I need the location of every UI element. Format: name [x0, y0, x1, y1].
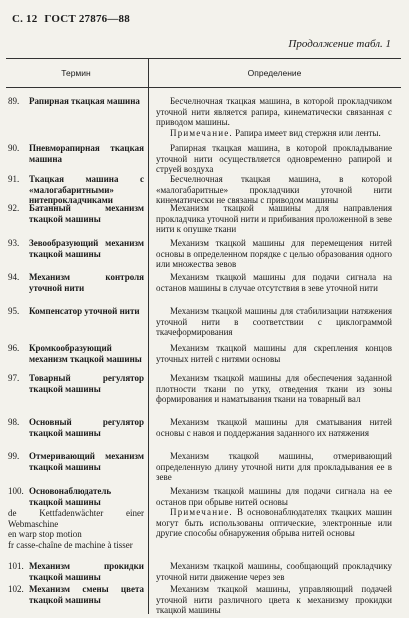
term-98 [8, 417, 144, 438]
term-90 [8, 143, 144, 164]
term-99 [8, 451, 144, 472]
note-text: Рапира имеет вид стержня или ленты. [235, 127, 381, 138]
definition-94 [156, 272, 392, 293]
definition-91 [156, 174, 392, 206]
note-text: В основонаблюдателях ткацких машин могут быть использованы оптические, электронные или другие способы обнаружения обрыва нитей основы [156, 507, 392, 538]
term-96 [8, 343, 144, 364]
definition-96 [156, 343, 392, 364]
column-header-definition: Определение [247, 68, 302, 78]
definition-text: Механизм ткацкой машины для стабилизации натяжения уточной нити в соответствии с циклограммой ткачеформирования [156, 306, 392, 337]
standard-code: ГОСТ 27876—88 [44, 13, 130, 25]
term-number: 92. [8, 203, 20, 213]
term-text: Кромкообразующий механизм ткацкой машины [29, 343, 142, 364]
term-number: 94. [8, 272, 20, 282]
table-header [6, 58, 401, 88]
page-number: С. 12 [12, 13, 38, 25]
term-text: Механизм контроля уточной нити [29, 272, 144, 293]
term-text: Отмеривающий механизм ткацкой машины [29, 451, 144, 472]
definition-text: Механизм ткацкой машины для обеспечения заданной плотности ткани по утку, отведения ткани из зоны формирования и наматывания ткани на товарный вал [156, 373, 392, 404]
term-number: 100. [8, 486, 24, 496]
foreign-terms [8, 508, 144, 550]
term-93 [8, 238, 144, 259]
term-number: 102. [8, 584, 24, 594]
definition-97 [156, 373, 392, 405]
term-number: 99. [8, 451, 20, 461]
foreign-term-de: de Kettfadenwächter einer Webmaschine [8, 508, 144, 529]
term-102 [8, 584, 144, 605]
foreign-term-en: en warp stop motion [8, 529, 82, 539]
term-101 [8, 561, 144, 582]
definition-text: Механизм ткацкой машины, управляющий подачей уточной нити различного цвета к механизму прокидки ткацкой машины [156, 584, 392, 615]
term-number: 96. [8, 343, 20, 353]
term-95 [8, 306, 144, 317]
definition-note [156, 507, 392, 539]
term-number: 89. [8, 96, 20, 106]
term-text: Механизм прокидки ткацкой машины [29, 561, 144, 582]
definition-text: Бесчелночная ткацкая машина, в которой прокладчиком уточной нити является рапира, кинематически связанная с приводом машины. [156, 96, 392, 127]
term-number: 93. [8, 238, 20, 248]
note-label: Примечание. [170, 127, 233, 138]
note-label: Примечание. [170, 507, 233, 517]
definition-text: Механизм ткацкой машины для сматывания нитей основы с навоя и поддержания заданного их натяжения [156, 417, 392, 438]
term-text: Рапирная ткацкая машина [29, 96, 140, 106]
column-divider [148, 58, 149, 614]
term-text: Пневморапирная ткацкая машина [29, 143, 144, 164]
definition-text: Механизм ткацкой машины для направления прокладчика уточной нити и прибивания проложенной в зеве нити к опушке ткани [156, 203, 392, 234]
definition-text: Бесчелночная ткацкая машина, в которой «малогабаритные» прокладчики уточной нити кинематически не связаны с приводом машины [156, 174, 392, 205]
definition-99 [156, 451, 392, 483]
page-header [12, 13, 130, 25]
definition-90 [156, 143, 392, 175]
term-text: Механизм смены цвета ткацкой машины [29, 584, 144, 605]
term-text: Основонаблюдатель ткацкой машины [29, 486, 112, 507]
column-header-term: Термин [61, 68, 91, 78]
term-number: 98. [8, 417, 20, 427]
definition-text: Рапирная ткацкая машина, в которой прокладывание уточной нити осуществляется одновременно рапирой и струей воздуха [156, 143, 392, 174]
definition-100 [156, 486, 392, 539]
term-text: Компенсатор уточной нити [29, 306, 140, 316]
term-text: Батанный механизм ткацкой машины [29, 203, 144, 224]
term-text: Товарный регулятор ткацкой машины [29, 373, 144, 394]
foreign-term-fr: fr casse-chaîne de machine à tisser [8, 539, 133, 550]
term-89 [8, 96, 144, 107]
term-92 [8, 203, 144, 224]
definition-102 [156, 584, 392, 616]
definition-text: Механизм ткацкой машины для подачи сигнала на ее останов при обрыве нитей основы [156, 486, 392, 507]
definition-text: Механизм ткацкой машины для подачи сигнала на останов машины в случае отсутствия в зеве уточной нити [156, 272, 392, 293]
definition-95 [156, 306, 392, 338]
term-97 [8, 373, 144, 394]
definition-101 [156, 561, 392, 582]
term-number: 101. [8, 561, 24, 571]
definition-89 [156, 96, 392, 138]
definition-note [156, 128, 392, 139]
term-text: Основный регулятор ткацкой машины [29, 417, 144, 438]
term-94 [8, 272, 144, 293]
term-100 [8, 486, 144, 507]
term-number: 91. [8, 174, 20, 184]
term-text: Ткацкая машина с «малогабаритными» нитепрокладчиками [29, 174, 144, 205]
definition-text: Механизм ткацкой машины, сообщающий прокладчику уточной нити движение через зев [156, 561, 392, 582]
term-number: 95. [8, 306, 20, 316]
term-number: 90. [8, 143, 20, 153]
definition-98 [156, 417, 392, 438]
term-text: Зевообразующий механизм ткацкой машины [29, 238, 144, 259]
term-number: 97. [8, 373, 20, 383]
definition-93 [156, 238, 392, 270]
term-91 [8, 174, 144, 206]
definition-text: Механизм ткацкой машины для перемещения нитей основы в определенном порядке с целью образования одного или множества зевов [156, 238, 392, 269]
definition-92 [156, 203, 392, 235]
definition-text: Механизм ткацкой машины, отмеривающий определенную длину уточной нити для прокладывания ее в зеве [156, 451, 392, 482]
definition-text: Механизм ткацкой машины для скрепления концов уточных нитей с нитями основы [156, 343, 392, 364]
continuation-label: Продолжение табл. 1 [288, 38, 391, 50]
